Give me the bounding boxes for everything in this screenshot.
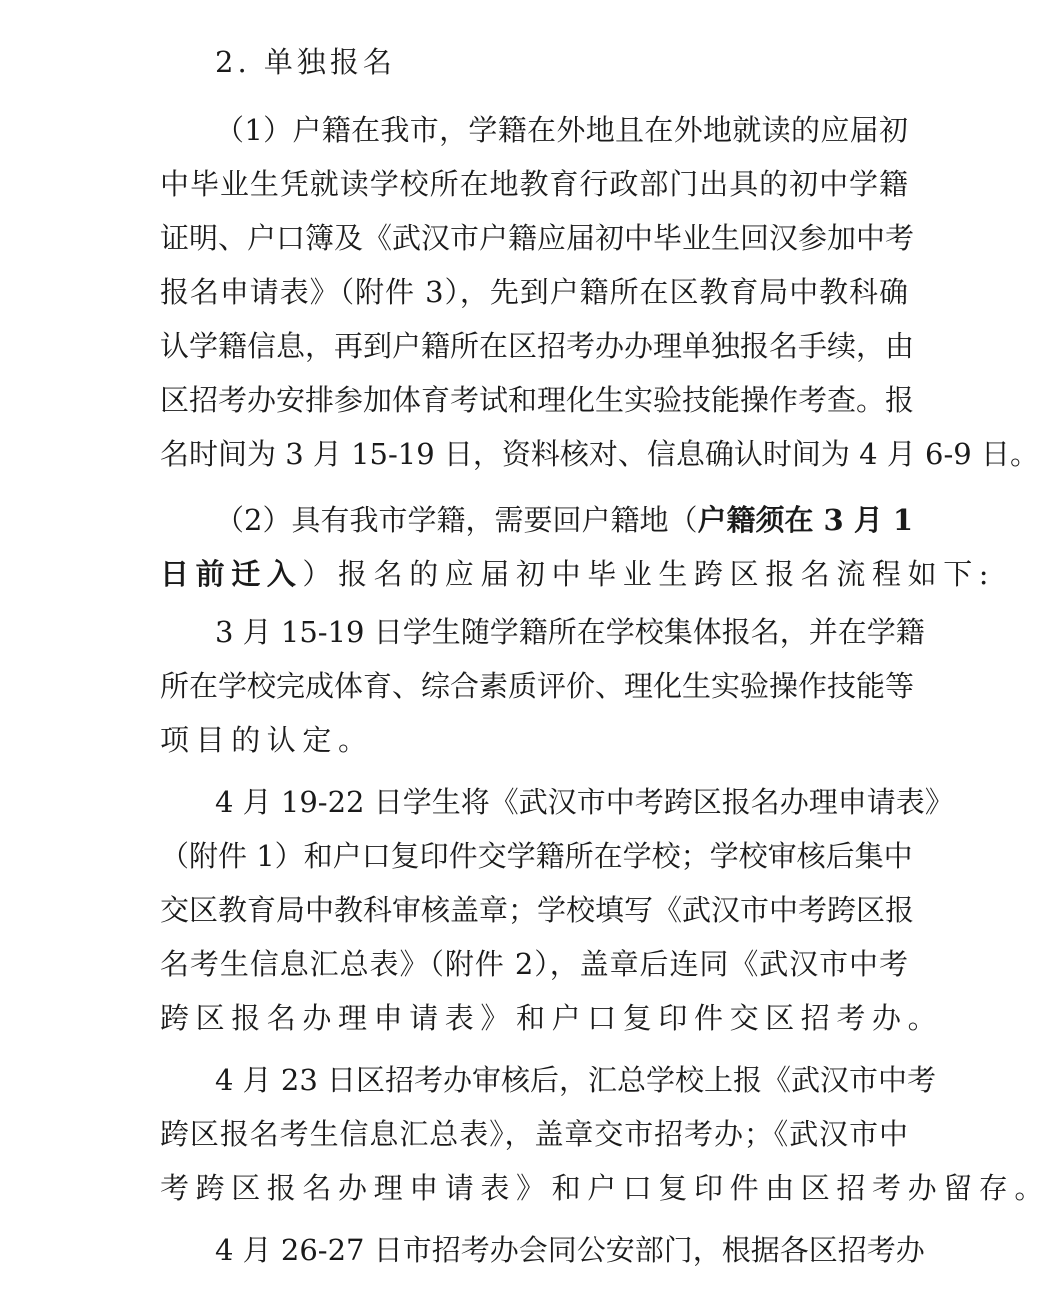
paragraph-4-line-4: 名考生信息汇总表》（附件 2），盖章后连同《武汉市中考 <box>160 947 908 981</box>
emphasis-text: 日前迁入 <box>160 557 303 591</box>
paragraph-3-line-2: 所在学校完成体育、综合素质评价、理化生实验操作技能等 <box>160 669 915 703</box>
paragraph-4-line-3: 交区教育局中教科审核盖章；学校填写《武汉市中考跨区报 <box>160 893 915 927</box>
paragraph-1-line-1: （1）户籍在我市，学籍在外地且在外地就读的应届初 <box>215 113 908 147</box>
paragraph-5-line-1: 4 月 23 日区招考办审核后，汇总学校上报《武汉市中考 <box>215 1063 937 1097</box>
paragraph-5-line-2: 跨区报名考生信息汇总表》，盖章交市招考办；《武汉市中 <box>160 1117 908 1151</box>
paragraph-1-line-5: 认学籍信息，再到户籍所在区招考办办理单独报名手续，由 <box>160 329 915 363</box>
paragraph-4-line-1: 4 月 19-22 日学生将《武汉市中考跨区报名办理申请表》 <box>215 785 954 819</box>
paragraph-1-line-2: 中毕业生凭就读学校所在地教育行政部门出具的初中学籍 <box>160 167 908 201</box>
paragraph-1-line-3: 证明、户口簿及《武汉市户籍应届初中毕业生回汉参加中考 <box>160 221 915 255</box>
paragraph-3-line-3: 项目的认定。 <box>160 723 374 757</box>
paragraph-2-line-1 <box>215 500 914 540</box>
section-heading: 2. 单独报名 <box>215 45 396 79</box>
paragraph-6-line-1: 4 月 26-27 日市招考办会同公安部门，根据各区招考办 <box>215 1233 925 1267</box>
emphasis-text: 户籍须在 3 月 1 <box>697 503 914 537</box>
paragraph-2-line-2 <box>160 554 996 594</box>
paragraph-1-line-6: 区招考办安排参加体育考试和理化生实验技能操作考查。报 <box>160 383 915 417</box>
paragraph-1-line-7: 名时间为 3 月 15-19 日，资料核对、信息确认时间为 4 月 6-9 日。 <box>160 437 1039 471</box>
paragraph-4-line-5: 跨区报名办理申请表》和户口复印件交区招考办。 <box>160 1001 944 1035</box>
paragraph-3-line-1: 3 月 15-19 日学生随学籍所在学校集体报名，并在学籍 <box>215 615 925 649</box>
paragraph-1-line-4: 报名申请表》（附件 3），先到户籍所在区教育局中教科确 <box>160 275 908 309</box>
paragraph-2-text: ）报名的应届初中毕业生跨区报名流程如下: <box>302 557 996 591</box>
paragraph-5-line-3: 考跨区报名办理申请表》和户口复印件由区招考办留存。 <box>160 1171 1051 1205</box>
paragraph-2-text: （2）具有我市学籍，需要回户籍地（ <box>215 503 698 537</box>
paragraph-4-line-2: （附件 1）和户口复印件交学籍所在学校；学校审核后集中 <box>160 839 913 873</box>
